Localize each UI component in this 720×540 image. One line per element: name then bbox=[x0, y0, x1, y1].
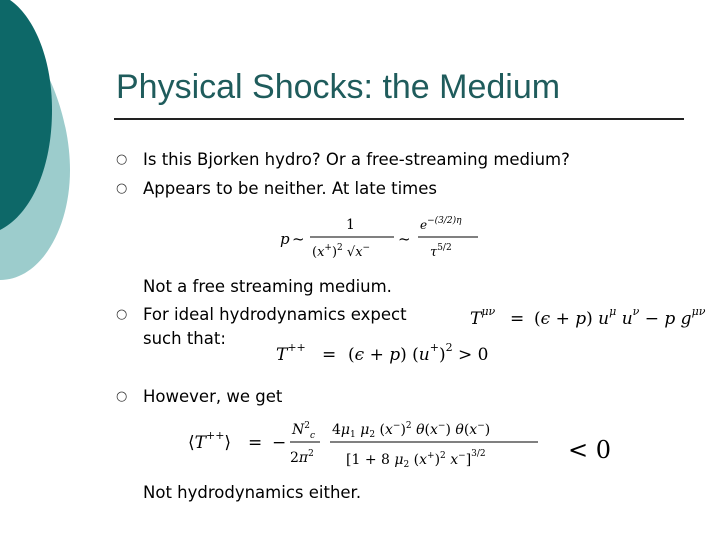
svg-text:< 0: < 0 bbox=[568, 436, 612, 464]
svg-text:p: p bbox=[280, 230, 290, 248]
bullet-neither: Appears to be neither. At late times bbox=[143, 179, 437, 198]
svg-text:N2c: $N^2_c$ bbox=[292, 421, 316, 441]
not-free-streaming-text: Not a free streaming medium. bbox=[143, 277, 392, 296]
bullet-bjorken-question: Is this Bjorken hydro? Or a free-streaming medium? bbox=[143, 150, 570, 169]
svg-text:[1 + 8 μ2 (x+)2 x−]3/2: [1 + 8 $\mu_2$ $(x^+)^2$ x−]$^{3/2}$ bbox=[346, 449, 486, 470]
svg-text:4μ1 μ2 (x−)2 θ(x−) θ(x−): $4\mu_1$ $\mu_2$ $(x^-)^2$ θ(x−) θ(x−) bbox=[332, 421, 491, 440]
svg-text:−: − bbox=[272, 433, 287, 453]
svg-text:1: 1 bbox=[346, 217, 355, 233]
bullet-circle-icon: ○ bbox=[116, 307, 128, 322]
svg-text:~: ~ bbox=[398, 230, 411, 248]
svg-text:=: = bbox=[510, 309, 525, 329]
title-divider bbox=[114, 118, 684, 120]
svg-text:=: = bbox=[322, 345, 337, 365]
equation-result-Tpp bbox=[186, 410, 616, 474]
equation-ideal-Tpp bbox=[274, 334, 514, 370]
not-hydro-text: Not hydrodynamics either. bbox=[143, 483, 362, 502]
svg-text:e−(3/2)η: $e^{-(3/2)\eta}$ bbox=[420, 216, 462, 232]
bullet-ideal-hydro: For ideal hydrodynamics expect bbox=[143, 305, 407, 324]
slide-title: Physical Shocks: the Medium bbox=[116, 68, 561, 106]
bullet-circle-icon: ○ bbox=[116, 181, 128, 196]
svg-text:(x+)2 √x−: $(x^+)^2$ √x− bbox=[312, 243, 371, 260]
such-that-text: such that: bbox=[143, 329, 226, 348]
svg-text:=: = bbox=[248, 433, 263, 453]
bullet-however: However, we get bbox=[143, 387, 283, 406]
svg-text:T++: T++ bbox=[276, 341, 306, 365]
svg-text:⟨T++⟩: ⟨T++⟩ bbox=[188, 429, 232, 453]
svg-text:(ϵ + p) (u+)2 > 0: (ϵ + p) $(u^+)^2 > 0$ bbox=[348, 341, 489, 365]
svg-text:τ5/2: $\tau^{5/2}$ bbox=[430, 243, 452, 260]
equation-ideal-stress-tensor bbox=[468, 298, 713, 332]
bullet-circle-icon: ○ bbox=[116, 389, 128, 404]
svg-text:2π2: $2\pi^2$ bbox=[290, 449, 314, 466]
svg-text:~: ~ bbox=[292, 230, 305, 248]
equation-late-pressure bbox=[278, 212, 488, 264]
bullet-circle-icon: ○ bbox=[116, 152, 128, 167]
svg-text:(ϵ + p) uμ uν − p gμν: (ϵ + p) $u^\mu$ $u^\nu - p$ $g^{\mu\nu}$ bbox=[534, 305, 706, 329]
svg-text:Tμν: $T^{\mu\nu}$ bbox=[470, 305, 496, 329]
